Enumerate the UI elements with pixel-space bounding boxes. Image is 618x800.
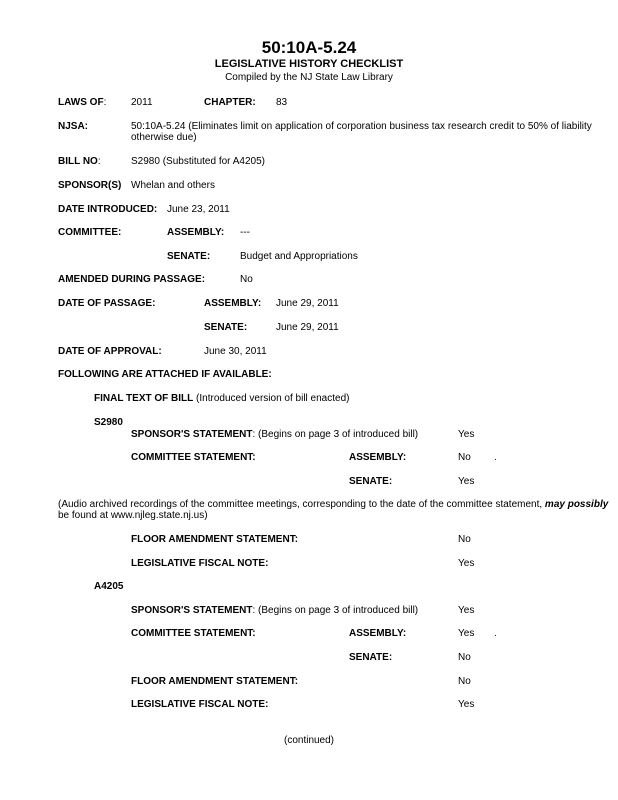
s2980-floor-value: No (458, 534, 471, 545)
s2980-sponsor-value: Yes (458, 429, 475, 440)
audio-note-line2: be found at www.njleg.state.nj.us) (58, 510, 208, 521)
a4205-heading: A4205 (94, 581, 124, 592)
a4205-senate-value: No (458, 652, 471, 663)
s2980-senate-value: Yes (458, 476, 475, 487)
date-introduced-label: DATE INTRODUCED: (58, 204, 158, 215)
passage-label: DATE OF PASSAGE: (58, 298, 156, 309)
committee-senate-label: SENATE: (167, 251, 211, 262)
a4205-fiscal-label: LEGISLATIVE FISCAL NOTE: (131, 699, 269, 710)
laws-of-value: 2011 (131, 97, 153, 108)
final-text-line: FINAL TEXT OF BILL (Introduced version of bill enacted) (94, 393, 350, 404)
document-title: 50:10A-5.24 (261, 38, 357, 57)
s2980-assembly-value: No (458, 452, 471, 463)
njsa-line2: otherwise due) (131, 132, 197, 143)
a4205-floor-label: FLOOR AMENDMENT STATEMENT: (131, 676, 299, 687)
approval-label: DATE OF APPROVAL: (58, 346, 162, 357)
document-subtitle: LEGISLATIVE HISTORY CHECKLIST (214, 58, 404, 70)
committee-assembly-label: ASSEMBLY: (167, 227, 225, 238)
s2980-assembly-label: ASSEMBLY: (349, 452, 407, 463)
a4205-sponsor-statement: SPONSOR'S STATEMENT: (Begins on page 3 of introduced bill) (131, 605, 419, 616)
compiled-by: Compiled by the NJ State Law Library (225, 72, 393, 83)
s2980-committee-label: COMMITTEE STATEMENT: (131, 452, 256, 463)
committee-assembly-value: --- (240, 227, 250, 238)
chapter-value: 83 (276, 97, 288, 108)
sponsor-label: SPONSOR(S) (58, 180, 122, 191)
passage-senate-value: June 29, 2011 (276, 322, 339, 333)
a4205-floor-value: No (458, 676, 471, 687)
a4205-sponsor-value: Yes (458, 605, 475, 616)
continued-note: (continued) (283, 735, 335, 746)
a4205-assembly-dot: . (494, 628, 497, 639)
passage-senate-label: SENATE: (204, 322, 248, 333)
approval-value: June 30, 2011 (204, 346, 267, 357)
a4205-fiscal-value: Yes (458, 699, 475, 710)
s2980-fiscal-value: Yes (458, 558, 475, 569)
committee-senate-value: Budget and Appropriations (240, 251, 358, 262)
a4205-committee-label: COMMITTEE STATEMENT: (131, 628, 256, 639)
amended-label: AMENDED DURING PASSAGE: (58, 274, 206, 285)
njsa-label: NJSA: (58, 121, 89, 132)
committee-label: COMMITTEE: (58, 227, 122, 238)
s2980-floor-label: FLOOR AMENDMENT STATEMENT: (131, 534, 299, 545)
a4205-senate-label: SENATE: (349, 652, 393, 663)
attached-heading: FOLLOWING ARE ATTACHED IF AVAILABLE: (58, 369, 272, 380)
a4205-assembly-label: ASSEMBLY: (349, 628, 407, 639)
laws-of-label: LAWS OF: (58, 97, 107, 108)
date-introduced-value: June 23, 2011 (167, 204, 230, 215)
s2980-senate-label: SENATE: (349, 476, 393, 487)
chapter-label: CHAPTER: (204, 97, 256, 108)
a4205-assembly-value: Yes (458, 628, 475, 639)
audio-note-line1: (Audio archived recordings of the committee meetings, corresponding to the date of the committee statement, may possibly (58, 499, 609, 510)
bill-no-label: BILL NO: (58, 156, 101, 167)
s2980-fiscal-label: LEGISLATIVE FISCAL NOTE: (131, 558, 269, 569)
s2980-assembly-dot: . (494, 452, 497, 463)
s2980-heading: S2980 (94, 417, 123, 428)
bill-no-value: S2980 (Substituted for A4205) (131, 156, 265, 167)
s2980-sponsor-statement: SPONSOR'S STATEMENT: (Begins on page 3 of introduced bill) (131, 429, 419, 440)
sponsor-value: Whelan and others (131, 180, 215, 191)
passage-assembly-value: June 29, 2011 (276, 298, 339, 309)
amended-value: No (240, 274, 253, 285)
passage-assembly-label: ASSEMBLY: (204, 298, 262, 309)
njsa-line1: 50:10A-5.24 (Eliminates limit on application of corporation business tax research credit to 50% of liability (131, 121, 592, 132)
